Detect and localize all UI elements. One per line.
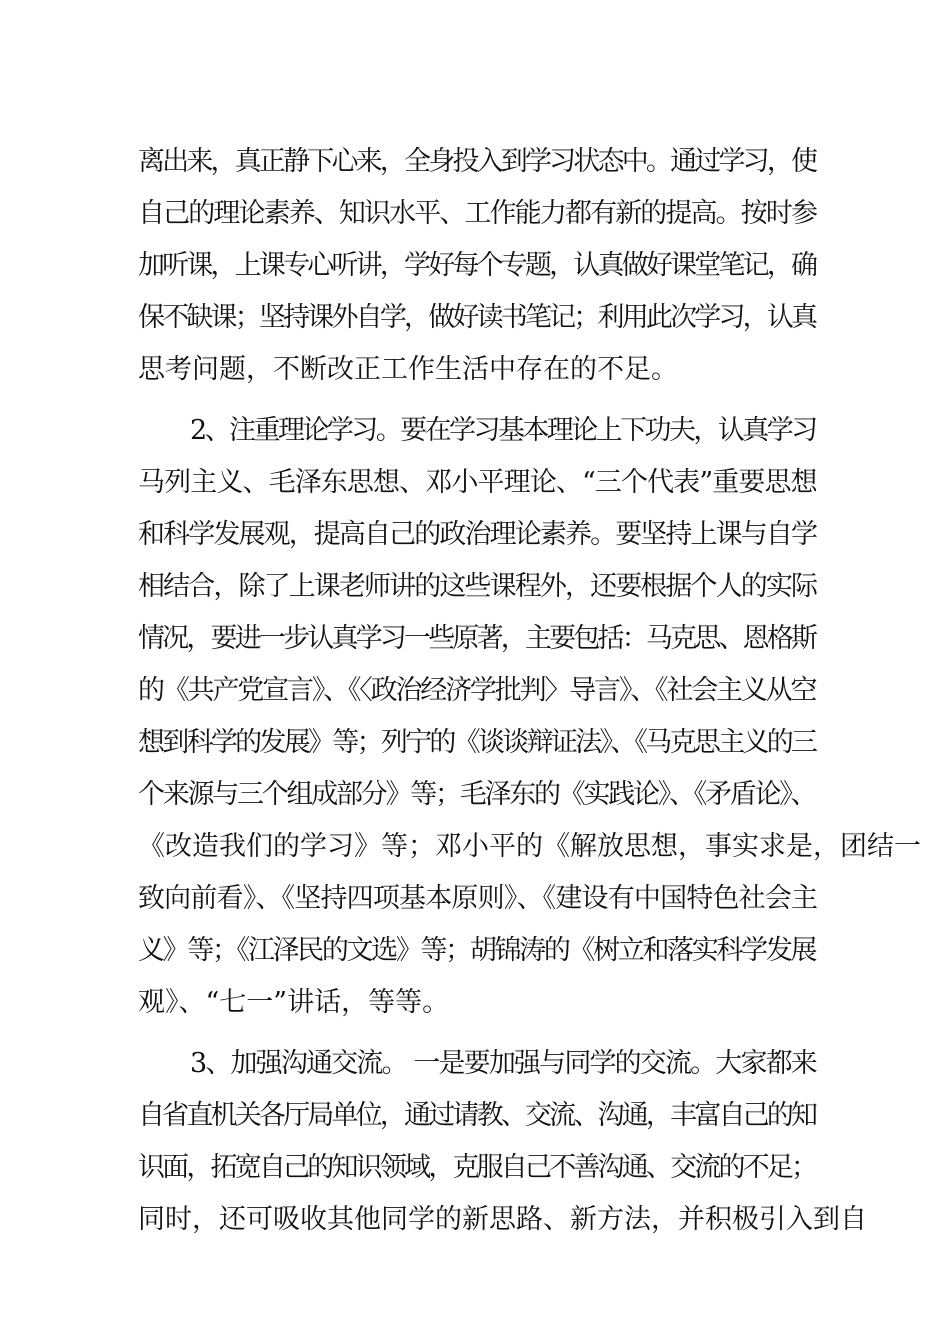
text-line: 2、注重理论学习。要在学习基本理论上下功夫，认真学习 <box>190 415 816 446</box>
text-line: 自己的理论素养、知识水平、工作能力都有新的提高。按时参 <box>138 198 817 229</box>
text-line: 和科学发展观，提高自己的政治理论素养。要坚持上课与自学 <box>138 519 817 550</box>
text-line: 致向前看》、《坚持四项基本原则》、《建设有中国特色社会主 <box>138 883 818 914</box>
text-line: 观》、“七一”讲话，等等。 <box>138 987 450 1018</box>
document-body <box>138 136 921 1246</box>
paragraph-spacing <box>138 396 818 405</box>
text-line: 情况，要进一步认真学习一些原著，主要包括：马克思、恩格斯 <box>138 623 816 654</box>
paragraph-theory-study <box>138 405 921 1029</box>
text-line: 保不缺课；坚持课外自学，做好读书笔记；利用此次学习，认真 <box>138 302 816 333</box>
paragraph-continuation <box>138 136 818 396</box>
text-line: 《改造我们的学习》等；邓小平的《解放思想，事实求是，团结一 <box>138 831 921 862</box>
paragraph-spacing <box>138 1029 818 1038</box>
text-line: 个来源与三个组成部分》等；毛泽东的《实践论》、《矛盾论》、 <box>138 779 816 810</box>
text-line: 识面，拓宽自己的知识领域，克服自己不善沟通、交流的不足； <box>138 1152 816 1183</box>
text-line: 相结合，除了上课老师讲的这些课程外，还要根据个人的实际 <box>138 571 817 602</box>
paragraph-communication <box>138 1038 867 1246</box>
text-line: 思考问题，不断改正工作生活中存在的不足。 <box>138 354 678 385</box>
text-line: 离出来，真正静下心来，全身投入到学习状态中。通过学习，使 <box>138 146 816 177</box>
text-line: 想到科学的发展》等；列宁的《谈谈辩证法》、《马克思主义的三 <box>138 727 816 758</box>
text-line: 义》等；《江泽民的文选》等；胡锦涛的《树立和落实科学发展 <box>138 935 816 966</box>
text-line: 同时，还可吸收其他同学的新思路、新方法，并积极引入到自 <box>138 1204 867 1235</box>
text-line: 加听课，上课专心听讲，学好每个专题，认真做好课堂笔记，确 <box>138 250 816 281</box>
text-line: 的《共产党宣言》、《〈政治经济学批判〉导言》、《社会主义从空 <box>138 675 816 706</box>
text-line: 自省直机关各厅局单位，通过请教、交流、沟通，丰富自己的知 <box>138 1100 816 1131</box>
text-line: 马列主义、毛泽东思想、邓小平理论、“三个代表”重要思想 <box>138 467 817 498</box>
text-line: 3、加强沟通交流。 一是要加强与同学的交流。大家都来 <box>190 1048 816 1079</box>
